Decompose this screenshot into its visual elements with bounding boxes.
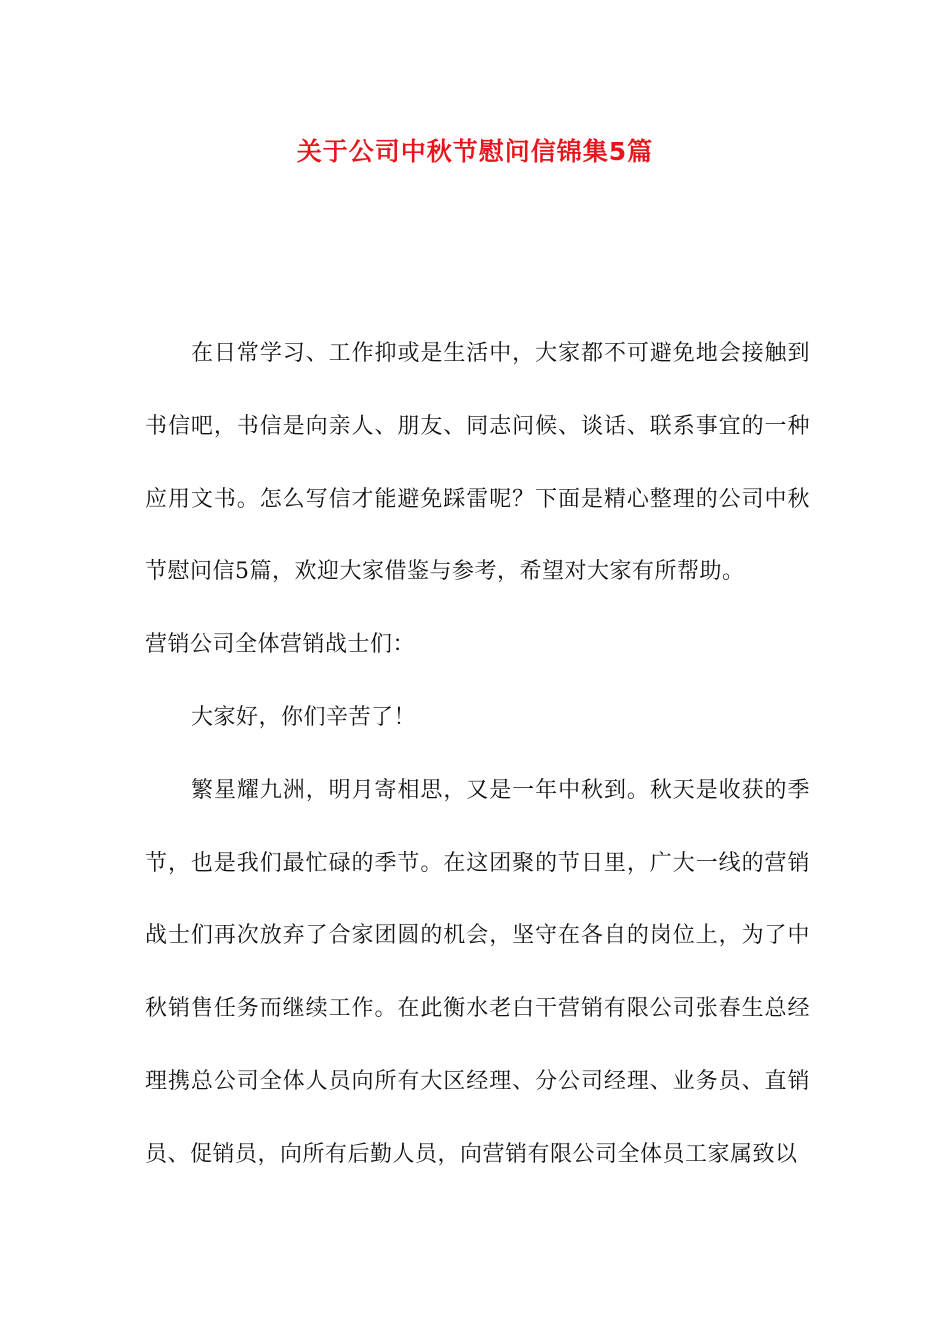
letter-body-paragraph: 繁星耀九洲，明月寄相思，又是一年中秋到。秋天是收获的季节，也是我们最忙碌的季节。在这团聚的节日里，广大一线的营销战士们再次放弃了合家团圆的机会，坚守在各自的岗位上，为了中秋销售任务而继续工作。在此衡水老白干营销有限公司张春生总经理携总公司全体人员向所有大区经理、分公司经理、业务员、直销员、促销员，向所有后勤人员，向营销有限公司全体员工家属致以 (145, 777, 810, 1167)
greeting-paragraph: 大家好，你们辛苦了！ (191, 704, 417, 730)
document-body (145, 318, 810, 1192)
intro-paragraph: 在日常学习、工作抑或是生活中，大家都不可避免地会接触到书信吧，书信是向亲人、朋友、同志问候、谈话、联系事宜的一种应用文书。怎么写信才能避免踩雷呢？下面是精心整理的公司中秋节慰问信5篇，欢迎大家借鉴与参考，希望对大家有所帮助。 (145, 341, 810, 585)
document-title: 关于公司中秋节慰问信锦集5篇 (296, 137, 654, 166)
salutation-paragraph: 营销公司全体营销战士们： (145, 632, 416, 658)
